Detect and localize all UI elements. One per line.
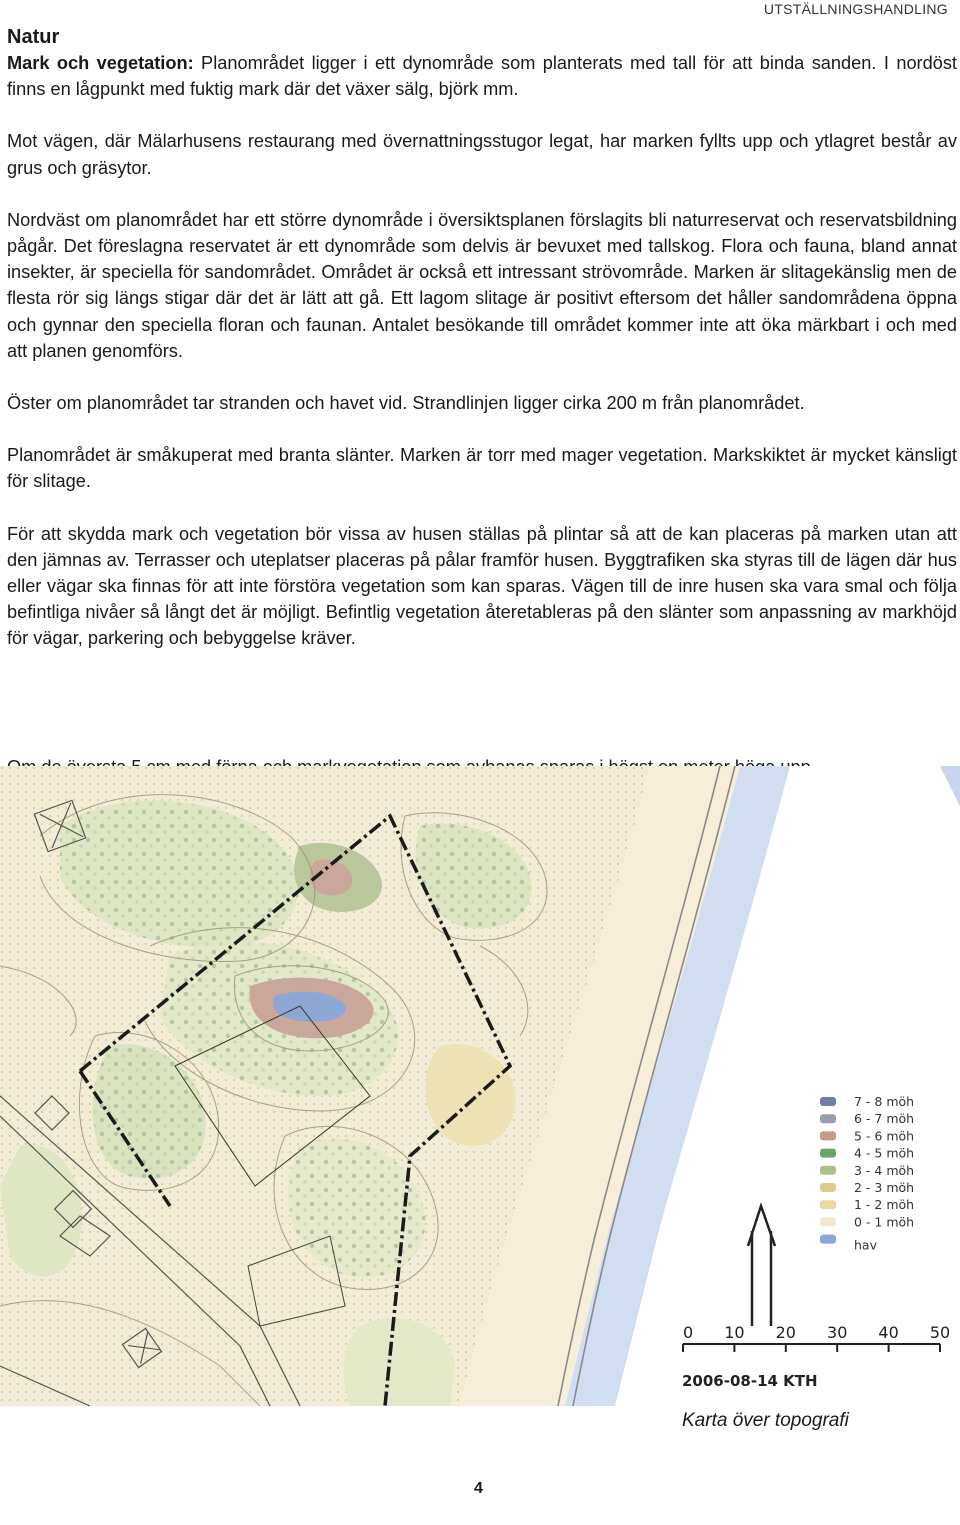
map-caption: Karta över topografi	[682, 1410, 849, 1431]
scale-tick-label: 50	[929, 1323, 951, 1342]
section-heading: Natur	[7, 26, 60, 48]
scale-tick-label: 10	[724, 1323, 745, 1342]
topography-map-svg	[0, 766, 960, 1406]
legend-swatch	[820, 1183, 836, 1192]
legend-swatch	[820, 1235, 836, 1244]
section-natur	[7, 24, 957, 678]
legend-label: 7 - 8 möh	[854, 1094, 915, 1109]
legend-swatch	[820, 1114, 836, 1123]
scale-tick-label: 20	[775, 1323, 796, 1342]
paragraph-mark-och-vegetation	[7, 50, 957, 102]
legend-swatch	[820, 1097, 836, 1106]
legend-label: 1 - 2 möh	[854, 1197, 915, 1213]
legend-label: 5 - 6 möh	[854, 1128, 915, 1144]
paragraph-text: Planområdet ligger i ett dynområde som planterats med tall för att binda sanden. I nordöst finns en lågpunkt med fuktig mark där det växer sälg, björk mm.	[7, 53, 957, 100]
legend-label: 6 - 7 möh	[854, 1111, 915, 1127]
legend-swatch	[820, 1131, 836, 1140]
paragraph-mot-vagen: Mot vägen, där Mälarhusens restaurang med övernattningsstugor legat, har marken fyllts upp och ytlagret består av grus och gräsytor.	[7, 131, 957, 178]
page-number: 4	[474, 1480, 483, 1497]
scale-tick-label: 30	[827, 1323, 848, 1342]
legend-label: 4 - 5 möh	[854, 1145, 915, 1161]
map-date-label: 2006-08-14 KTH	[682, 1372, 818, 1390]
scale-tick-label: 0	[683, 1323, 694, 1342]
legend-swatch	[820, 1200, 836, 1209]
paragraph-nordvast: Nordväst om planområdet har ett större dynområde i översiktsplanen förslagits bli naturreservat och reservatsbildning pågår. Det föreslagna reservatet är ett dynområde som delvis är bevuxet med tallskog. Flora och fauna, bland annat insekter, är speciella för sandområdet. Området är också ett intressant strövområde. Marken är slitagekänslig men de flesta rör sig längs stigar där det är lätt att gå. Ett lagom slitage är positivt eftersom det håller sandområdena öppna och gynnar den speciella floran och faunan. Antalet besökande till området kommer inte att öka märkbart i och med att planen genomförs.	[7, 209, 957, 361]
legend-label: 0 - 1 möh	[854, 1214, 915, 1230]
paragraph-lead: Mark och vegetation:	[7, 53, 194, 73]
topography-map	[0, 766, 960, 1406]
paragraph-skydda-mark: För att skydda mark och vegetation bör vissa av husen ställas på plintar så att de kan placeras på marken utan att den jämnas av. Terrasser och uteplatser placeras på pålar framför husen. Byggtrafiken ska styras till de lägen där hus eller vägar ska finnas för att inte förstöra vegetation som kan sparas. Vägen till de inre husen ska vara smal och följa befintliga nivåer så långt det är möjligt. Befintlig vegetation återetableras på den slänter som anpassning av markhöjd för vägar, parkering och bebyggelse kräver.	[7, 523, 957, 649]
paragraph-smakuperat: Planområdet är småkuperat med branta slänter. Marken är torr med mager vegetation. Markskiktet är mycket känsligt för slitage.	[7, 445, 957, 492]
paragraph-cut-off	[7, 754, 957, 766]
document-status-label: UTSTÄLLNINGSHANDLING	[763, 1, 948, 17]
legend-swatch	[820, 1149, 836, 1158]
legend-swatch	[820, 1217, 836, 1226]
legend-label: 3 - 4 möh	[854, 1162, 915, 1178]
legend-label: 2 - 3 möh	[854, 1180, 915, 1195]
legend-swatch	[820, 1166, 836, 1175]
legend-label: hav	[854, 1237, 877, 1253]
scale-tick-label: 40	[878, 1323, 899, 1342]
paragraph-oster: Öster om planområdet tar stranden och havet vid. Strandlinjen ligger cirka 200 m från planområdet.	[7, 393, 805, 414]
